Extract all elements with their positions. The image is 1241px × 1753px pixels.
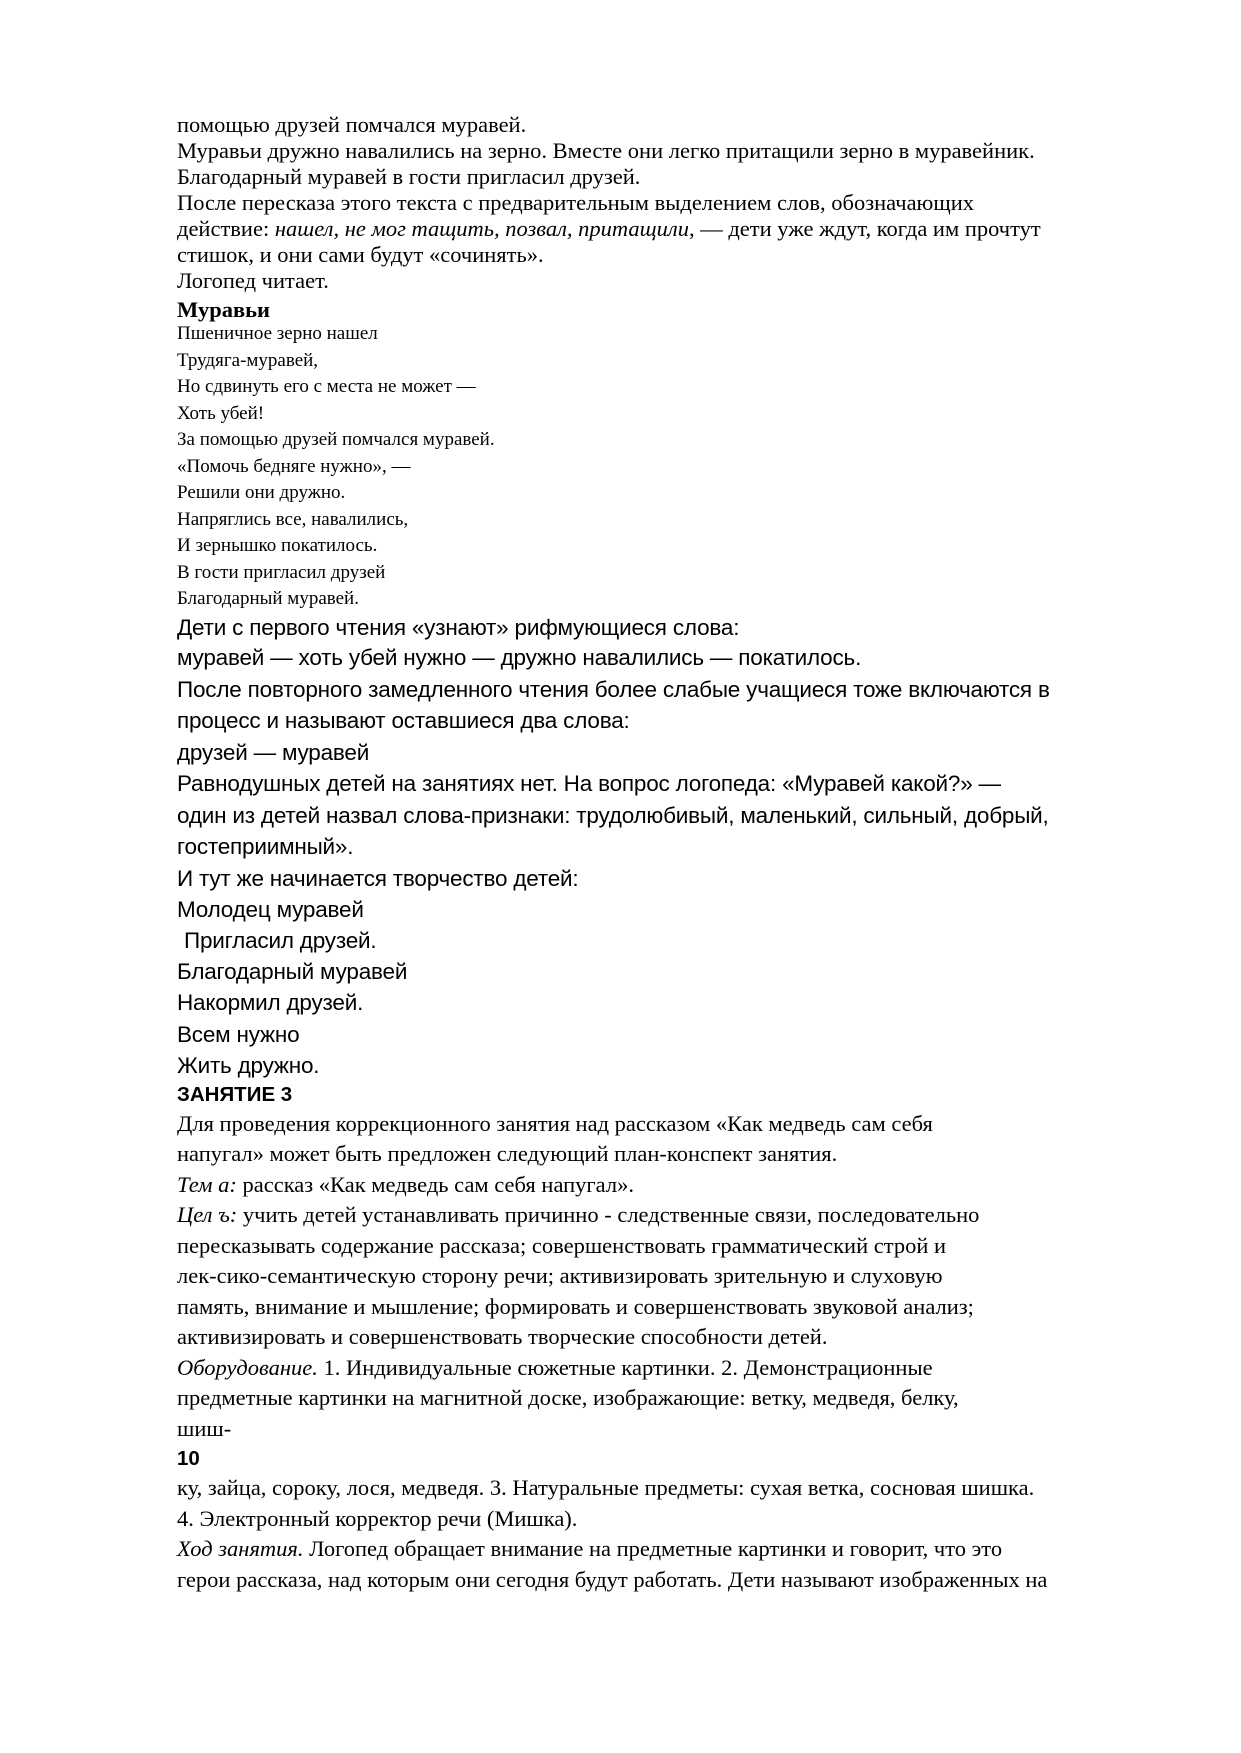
text-line: И тут же начинается творчество детей: <box>177 865 579 891</box>
text-line: После повторного замедленного чтения более слабые учащиеся тоже включаются в <box>177 676 1050 702</box>
course-line: Ход занятия. Логопед обращает внимание на предметные картинки и говорит, что это <box>177 1536 1003 1562</box>
goal-label: Цел ъ: <box>177 1202 238 1228</box>
text-line: ку, зайца, сороку, лося, медведя. 3. Натуральные предметы: сухая ветка, сосновая шишка. <box>177 1475 1035 1501</box>
theme-line: Тем а: рассказ «Как медведь сам себя напугал». <box>177 1171 634 1197</box>
text-line: шиш- <box>177 1415 232 1441</box>
text-line: Муравьи дружно навалились на зерно. Вместе они легко притащили зерно в муравейник. <box>177 138 1035 163</box>
poem-line: Хоть убей! <box>177 402 265 424</box>
text-line: напугал» может быть предложен следующий план-конспект занятия. <box>177 1141 838 1167</box>
poem-line: Пригласил друзей. <box>184 927 377 953</box>
poem-line: Но сдвинуть его с места не может — <box>177 376 476 397</box>
equipment-line: Оборудование. 1. Индивидуальные сюжетные картинки. 2. Демонстрационные <box>177 1354 933 1380</box>
document-page <box>177 112 1187 1595</box>
lesson-heading: ЗАНЯТИЕ 3 <box>177 1082 293 1106</box>
text-line: друзей — муравей <box>177 739 370 765</box>
poem-line: Накормил друзей. <box>177 990 364 1016</box>
action-italic-words: нашел, не мог тащить, позвал, притащили, <box>274 216 695 241</box>
text-line: активизировать и совершенствовать творческие способности детей. <box>177 1324 828 1350</box>
poem-line: Всем нужно <box>177 1021 300 1047</box>
text-line: предметные картинки на магнитной доске, изображающие: ветку, медведя, белку, <box>177 1385 959 1411</box>
equipment-label: Оборудование. <box>177 1354 318 1380</box>
poem-line: Благодарный муравей <box>177 959 408 985</box>
text-line: один из детей назвал слова-признаки: трудолюбивый, маленький, сильный, добрый, <box>177 802 1049 828</box>
continued-section <box>177 1473 1187 1595</box>
intro-paragraph <box>177 112 1187 294</box>
text-line: процесс и называют оставшиеся два слова: <box>177 708 630 733</box>
poem-line: За помощью друзей помчался муравей. <box>177 429 495 450</box>
theme-label: Тем а: <box>177 1171 237 1197</box>
poem-line: Напряглись все, навалились, <box>177 508 409 530</box>
text-line: Дети с первого чтения «узнают» рифмующиеся слова: <box>177 614 740 640</box>
text-line: память, внимание и мышление; формировать и совершенствовать звуковой анализ; <box>177 1293 974 1319</box>
text-line: герои рассказа, над которым они сегодня будут работать. Дети называют изображенных на <box>177 1566 1048 1592</box>
poem-line: Благодарный муравей. <box>177 588 359 609</box>
text-line: Для проведения коррекционного занятия над рассказом «Как медведь сам себя <box>177 1110 933 1136</box>
poem-title: Муравьи <box>177 297 270 322</box>
text-line: лек-сико-семантическую сторону речи; активизировать зрительную и слуховую <box>177 1263 943 1289</box>
lesson-section <box>177 1109 1187 1445</box>
poem-line: Решили они дружно. <box>177 482 346 503</box>
poem-line: Пшеничное зерно нашел <box>177 323 378 344</box>
poem-line: Трудяга-муравей, <box>177 349 319 371</box>
poem-line: И зернышко покатилось. <box>177 535 378 556</box>
discussion-paragraph <box>177 674 1187 863</box>
poem-line: Молодец муравей <box>177 896 364 922</box>
poem-line: «Помочь бедняге нужно», — <box>177 455 411 477</box>
text-line: Равнодушных детей на занятиях нет. На вопрос логопеда: «Муравей какой?» — <box>177 771 1001 796</box>
action-suffix: — дети уже ждут, когда им прочтут <box>694 216 1041 241</box>
goal-line: Цел ъ: учить детей устанавливать причинно - следственные связи, последовательно <box>177 1202 980 1228</box>
text-line: муравей — хоть убей нужно — дружно навалились — покатилось. <box>177 645 862 670</box>
text-line: Благодарный муравей в гости пригласил друзей. <box>177 164 641 189</box>
poem <box>177 321 1187 613</box>
text-line: Логопед читает. <box>177 268 329 293</box>
action-prefix: действие: <box>177 216 275 241</box>
page-number: 10 <box>177 1447 200 1471</box>
text-line: После пересказа этого текста с предварительным выделением слов, обозначающих <box>177 190 974 215</box>
text-line <box>177 216 1187 242</box>
poem-line: Жить дружно. <box>177 1052 320 1078</box>
text-line: помощью друзей помчался муравей. <box>177 112 527 137</box>
poem-line: В гости пригласил друзей <box>177 561 386 583</box>
text-line: стишок, и они сами будут «сочинять». <box>177 242 544 267</box>
course-label: Ход занятия. <box>177 1536 304 1562</box>
rhyme-paragraph <box>177 613 1187 674</box>
text-line: пересказывать содержание рассказа; совершенствовать грамматический строй и <box>177 1232 947 1258</box>
text-line: 4. Электронный корректор речи (Мишка). <box>177 1505 578 1531</box>
children-poem <box>177 863 1187 1081</box>
text-line: гостеприимный». <box>177 834 354 859</box>
